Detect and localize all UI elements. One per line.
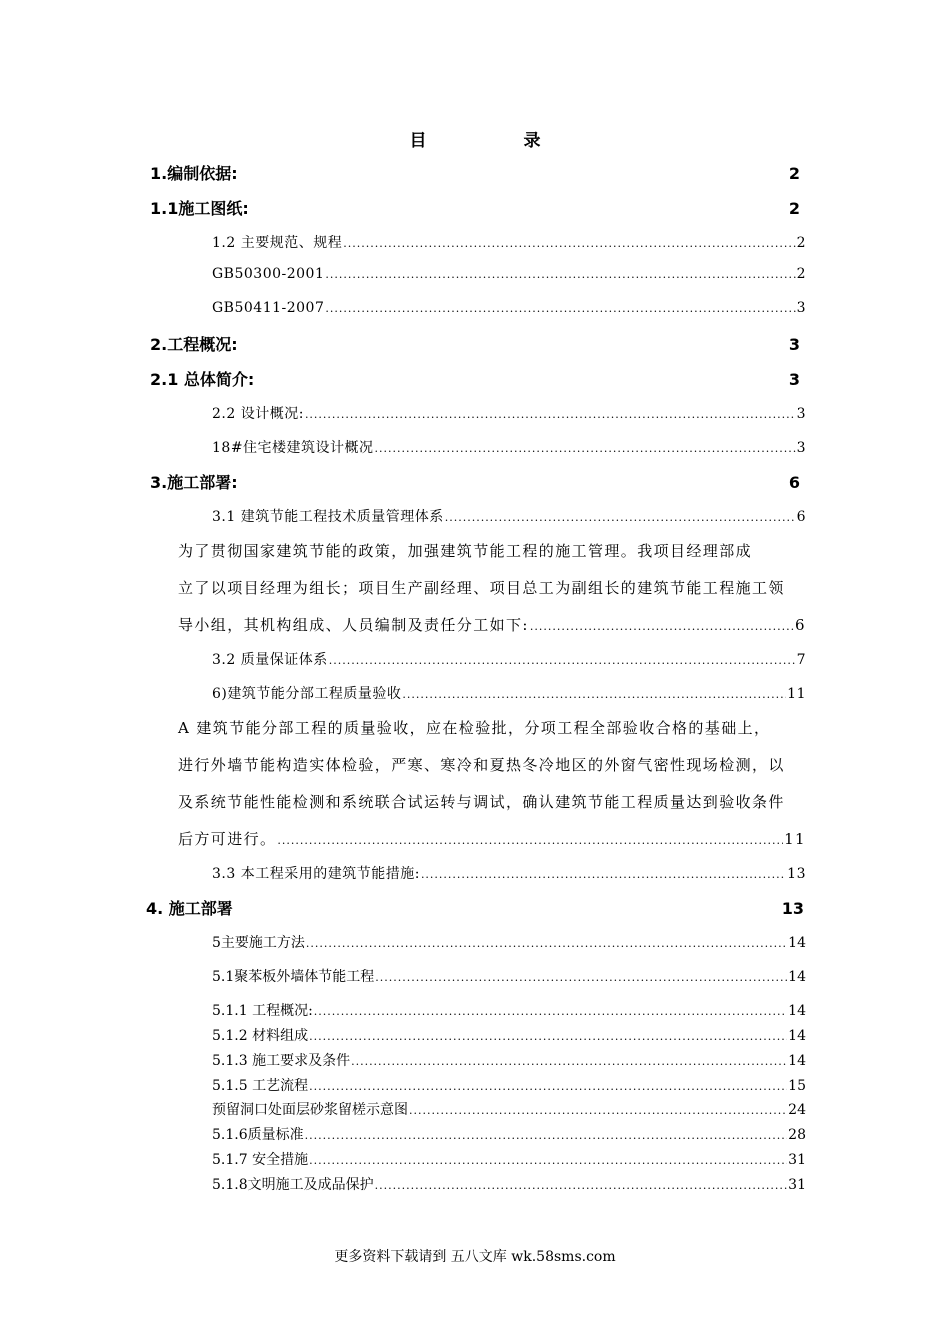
toc-entry-page: 31	[788, 1177, 806, 1193]
toc-entry-page: 3	[796, 406, 806, 422]
toc-entry-text: 2.工程概况:	[150, 335, 238, 354]
toc-entry-text: 5.1.7 安全措施	[212, 1152, 309, 1168]
toc-entry-page: 14	[788, 1053, 806, 1069]
toc-entry[interactable]	[150, 332, 802, 355]
toc-entry[interactable]	[212, 966, 806, 986]
toc-leader-dots	[305, 1129, 788, 1142]
toc-entry-text: 5主要施工方法	[212, 935, 305, 951]
toc-paragraph-line: 及系统节能性能检测和系统联合试运转与调试，确认建筑节能工程质量达到验收条件	[178, 793, 785, 811]
toc-entry-page: 6	[795, 616, 806, 634]
toc-leader-dots	[530, 620, 794, 633]
toc-paragraph-line: 进行外墙节能构造实体检验，严寒、寒冷和夏热冬冷地区的外窗气密性现场检测，以	[178, 756, 785, 774]
toc-entry-page: 14	[788, 1003, 806, 1019]
toc-entry-page: 2	[796, 235, 806, 251]
toc-entry-page: 2	[788, 164, 800, 183]
toc-entry-text: 1.2 主要规范、规程	[212, 235, 343, 251]
toc-entry[interactable]	[212, 1075, 806, 1095]
toc-entry-page: 13	[787, 866, 806, 882]
toc-entry[interactable]	[212, 1124, 806, 1144]
toc-leader-dots	[375, 442, 796, 455]
toc-entry[interactable]	[150, 196, 802, 219]
toc-entry-page: 3	[788, 335, 800, 354]
toc-entry[interactable]	[212, 1050, 806, 1070]
toc-leader-dots	[305, 408, 796, 421]
toc-entry[interactable]	[212, 1099, 806, 1119]
toc-entry-page: 7	[796, 652, 806, 668]
toc-entry-text: GB50300-2001	[212, 266, 325, 282]
toc-entry[interactable]	[150, 470, 802, 493]
toc-entry-page: 14	[788, 1028, 806, 1044]
toc-entry[interactable]	[212, 683, 806, 703]
toc-entry-text: 3.3 本工程采用的建筑节能措施:	[212, 866, 420, 882]
toc-entry-text: GB50411-2007	[212, 300, 325, 316]
toc-entry-page: 3	[796, 300, 806, 316]
toc-entry-page: 15	[788, 1078, 806, 1094]
toc-leader-dots	[351, 1055, 787, 1068]
toc-entry[interactable]	[212, 232, 806, 252]
toc-entry[interactable]	[146, 896, 806, 919]
toc-entry-text: 6)建筑节能分部工程质量验收	[212, 686, 402, 702]
toc-entry-page: 6	[796, 509, 806, 525]
toc-leader-dots	[421, 868, 786, 881]
toc-entry-text: 18#住宅楼建筑设计概况	[212, 440, 374, 456]
toc-entry-text: 4. 施工部署	[146, 899, 233, 918]
toc-entry-page: 14	[788, 969, 806, 985]
toc-entry-page: 24	[788, 1102, 806, 1118]
toc-entry[interactable]	[178, 828, 806, 849]
toc-leader-dots	[325, 268, 795, 281]
toc-entry[interactable]	[212, 437, 806, 457]
toc-paragraph-line: 为了贯彻国家建筑节能的政策，加强建筑节能工程的施工管理。我项目经理部成	[178, 542, 753, 560]
toc-leader-dots	[445, 511, 796, 524]
toc-entry-text: 5.1.8文明施工及成品保护	[212, 1177, 374, 1193]
toc-leader-dots	[375, 971, 787, 984]
toc-entry[interactable]	[178, 614, 806, 635]
toc-leader-dots	[375, 1179, 788, 1192]
toc-entry[interactable]	[212, 1000, 806, 1020]
toc-entry[interactable]	[212, 649, 806, 669]
toc-leader-dots	[314, 1005, 787, 1018]
toc-leader-dots	[309, 1154, 787, 1167]
toc-leader-dots	[329, 654, 796, 667]
toc-entry[interactable]	[150, 161, 802, 184]
toc-entry-text: 导小组，其机构组成、人员编制及责任分工如下:	[178, 616, 529, 634]
toc-entry-text: 5.1.3 施工要求及条件	[212, 1053, 351, 1069]
toc-entry-text: 3.施工部署:	[150, 473, 238, 492]
toc-entry-text: 5.1.1 工程概况:	[212, 1003, 313, 1019]
toc-entry-text: 3.2 质量保证体系	[212, 652, 328, 668]
toc-paragraph-line: 立了以项目经理为组长；项目生产副经理、项目总工为副组长的建筑节能工程施工领	[178, 579, 785, 597]
toc-entry[interactable]	[150, 367, 802, 390]
toc-entry-text: 2.2 设计概况:	[212, 406, 304, 422]
toc-entry-page: 3	[788, 370, 800, 389]
toc-leader-dots	[309, 1080, 787, 1093]
toc-entry-page: 28	[788, 1127, 806, 1143]
toc-entry-text: 1.编制依据:	[150, 164, 238, 183]
toc-leader-dots	[306, 937, 787, 950]
toc-entry-page: 6	[788, 473, 800, 492]
toc-entry[interactable]	[212, 1174, 806, 1194]
toc-entry-text: 5.1聚苯板外墙体节能工程	[212, 969, 375, 985]
toc-entry[interactable]	[212, 932, 806, 952]
toc-entry[interactable]	[212, 506, 806, 526]
toc-leader-dots	[309, 1030, 787, 1043]
toc-leader-dots	[343, 237, 795, 250]
toc-title: 目 录	[409, 131, 581, 151]
toc-entry-page: 2	[788, 199, 800, 218]
toc-leader-dots	[277, 834, 783, 847]
toc-entry[interactable]	[212, 300, 806, 316]
toc-entry-page: 2	[796, 266, 806, 282]
toc-entry[interactable]	[212, 1025, 806, 1045]
toc-entry[interactable]	[212, 1149, 806, 1169]
toc-paragraph-line: A 建筑节能分部工程的质量验收，应在检验批，分项工程全部验收合格的基础上，	[178, 719, 771, 737]
toc-entry-text: 2.1 总体简介:	[150, 370, 255, 389]
toc-entry-text: 5.1.6质量标准	[212, 1127, 304, 1143]
toc-entry[interactable]	[212, 266, 806, 282]
toc-entry-text: 预留洞口处面层砂浆留槎示意图	[212, 1102, 408, 1118]
toc-entry-text: 5.1.2 材料组成	[212, 1028, 309, 1044]
toc-leader-dots	[402, 688, 786, 701]
toc-entry-page: 31	[788, 1152, 806, 1168]
toc-entry-page: 14	[788, 935, 806, 951]
footer-link[interactable]: 更多资料下载请到 五八文库 wk.58sms.com	[334, 1249, 616, 1265]
toc-entry-text: 5.1.5 工艺流程	[212, 1078, 309, 1094]
toc-entry-page: 3	[796, 440, 806, 456]
toc-entry-page: 13	[781, 899, 804, 918]
toc-entry[interactable]	[212, 863, 806, 883]
toc-entry[interactable]	[212, 403, 806, 423]
toc-entry-text: 3.1 建筑节能工程技术质量管理体系	[212, 509, 444, 525]
toc-entry-text: 后方可进行。	[178, 830, 277, 848]
toc-entry-text: 1.1施工图纸:	[150, 199, 249, 218]
toc-entry-page: 11	[784, 830, 806, 848]
toc-leader-dots	[409, 1104, 787, 1117]
toc-entry-page: 11	[787, 686, 806, 702]
toc-leader-dots	[325, 302, 795, 315]
